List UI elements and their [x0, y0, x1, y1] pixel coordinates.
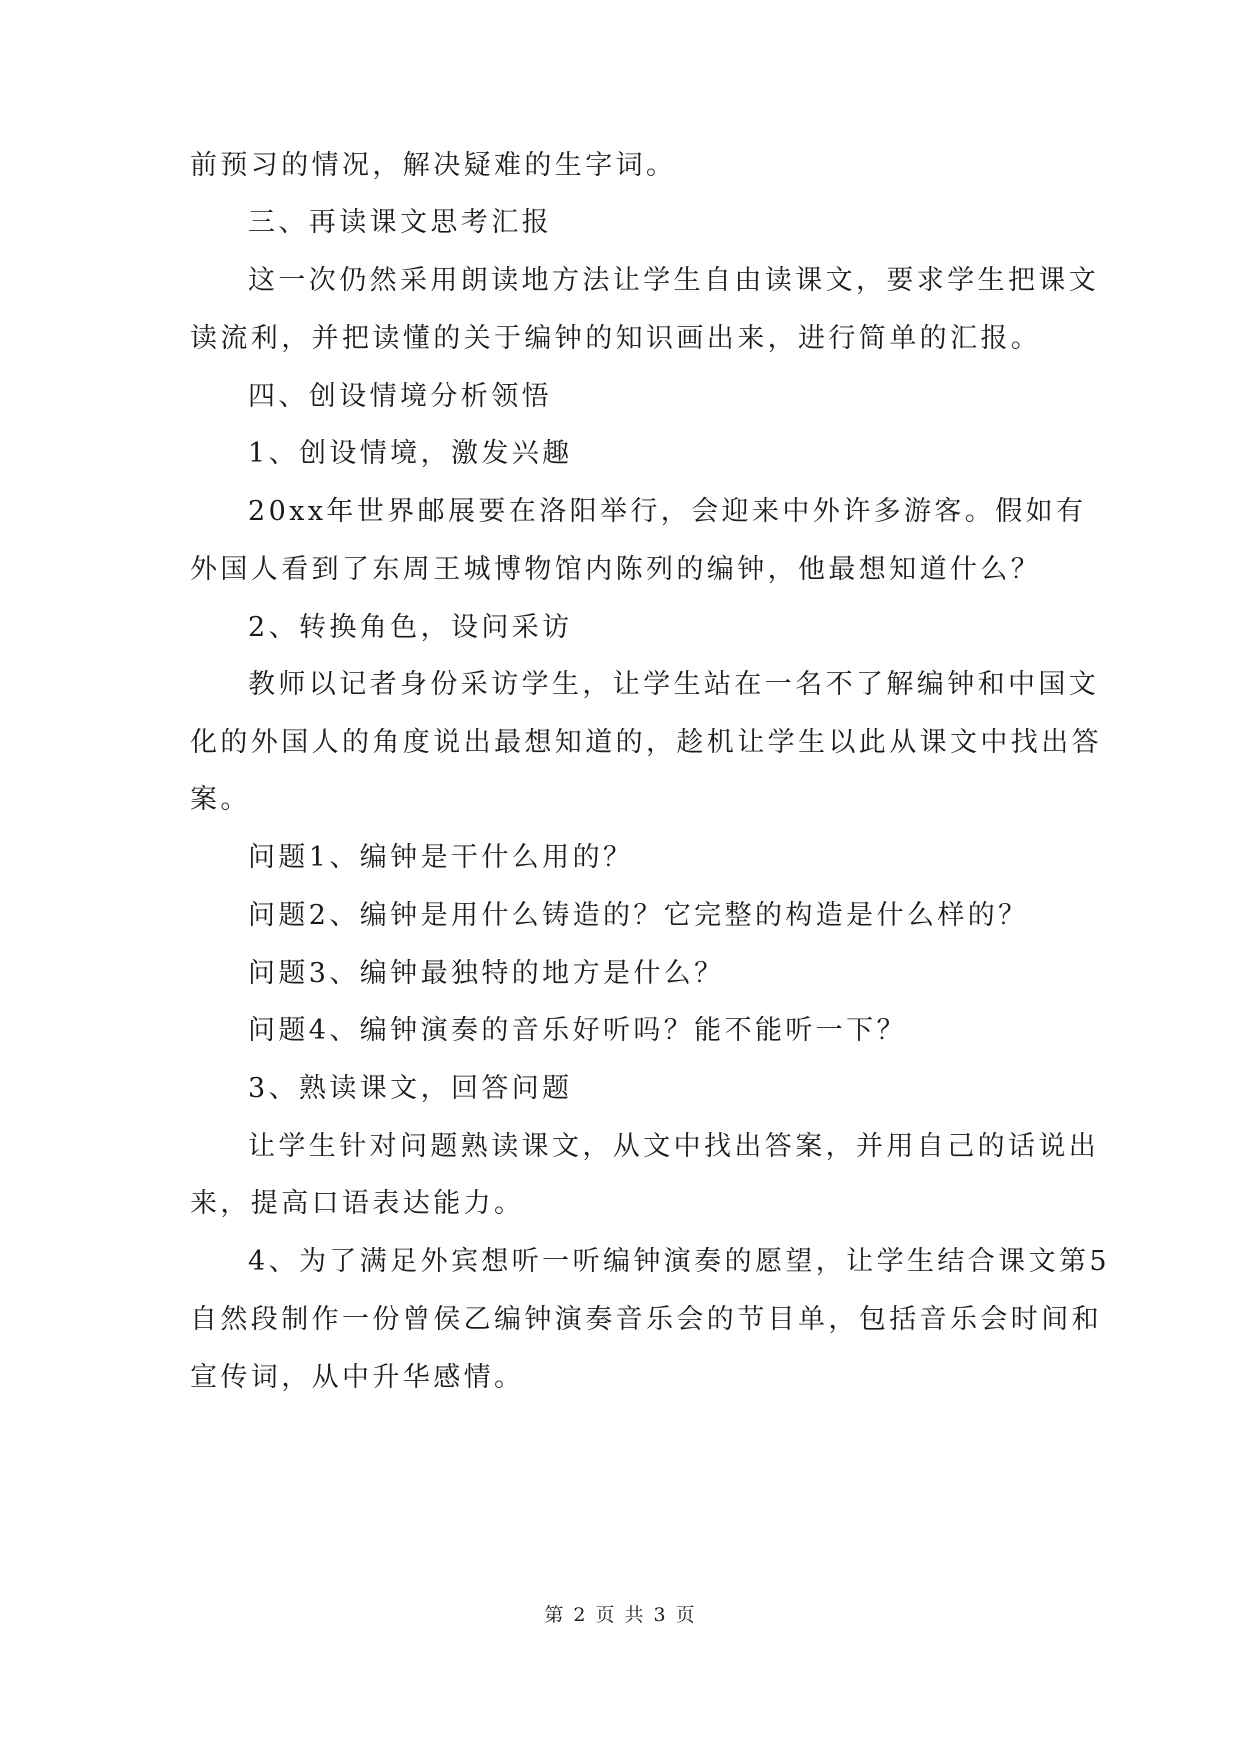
page-number-footer: 第 2 页 共 3 页 [544, 1604, 697, 1626]
section-heading: 三、再读课文思考汇报 [248, 207, 552, 238]
question-line: 问题3、编钟最独特的地方是什么？ [248, 958, 725, 989]
question-line: 问题4、编钟演奏的音乐好听吗？能不能听一下？ [248, 1015, 907, 1046]
text-line: 外国人看到了东周王城博物馆内陈列的编钟，他最想知道什么？ [190, 554, 1042, 585]
subsection-heading: 1、创设情境，激发兴趣 [248, 438, 573, 469]
text-line: 4、为了满足外宾想听一听编钟演奏的愿望，让学生结合课文第5 [248, 1246, 1110, 1277]
text-line: 宣传词，从中升华感情。 [190, 1362, 525, 1393]
subsection-heading: 2、转换角色，设问采访 [248, 612, 573, 643]
text-line: 前预习的情况，解决疑难的生字词。 [190, 150, 677, 181]
question-line: 问题2、编钟是用什么铸造的？它完整的构造是什么样的？ [248, 900, 1029, 931]
section-heading: 四、创设情境分析领悟 [248, 381, 552, 412]
subsection-heading: 3、熟读课文，回答问题 [248, 1073, 573, 1104]
question-line: 问题1、编钟是干什么用的？ [248, 842, 634, 873]
text-line: 案。 [190, 784, 251, 815]
text-line: 20xx年世界邮展要在洛阳举行，会迎来中外许多游客。假如有 [248, 496, 1087, 527]
text-line: 这一次仍然采用朗读地方法让学生自由读课文，要求学生把课文 [248, 265, 1100, 296]
text-line: 来，提高口语表达能力。 [190, 1188, 525, 1219]
text-line: 让学生针对问题熟读课文，从文中找出答案，并用自己的话说出 [248, 1131, 1100, 1162]
text-line: 读流利，并把读懂的关于编钟的知识画出来，进行简单的汇报。 [190, 323, 1042, 354]
text-line: 化的外国人的角度说出最想知道的，趁机让学生以此从课文中找出答 [190, 727, 1102, 758]
text-line: 教师以记者身份采访学生，让学生站在一名不了解编钟和中国文 [248, 669, 1100, 700]
text-line: 自然段制作一份曾侯乙编钟演奏音乐会的节目单，包括音乐会时间和 [190, 1304, 1102, 1335]
